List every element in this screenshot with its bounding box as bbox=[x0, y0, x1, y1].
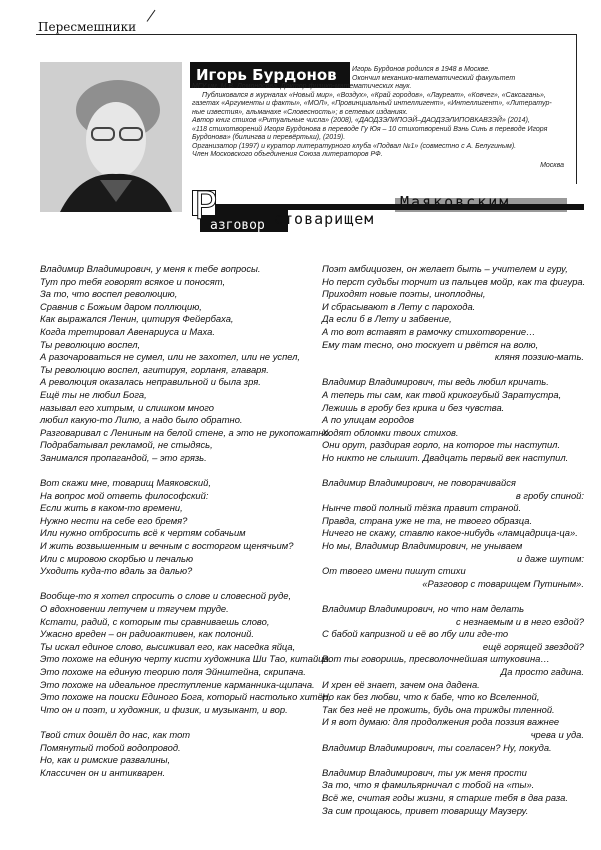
poem-stanza bbox=[322, 477, 584, 590]
poem-line: Владимир Владимирович, но что нам делать bbox=[322, 603, 525, 615]
poem-line: Подрабатывал рекламой, не стыдясь, bbox=[40, 439, 213, 451]
poem-line: Ничего не скажу, ставлю какое-нибудь «ламцадрица-ца». bbox=[322, 527, 578, 539]
author-name: Игорь Бурдонов bbox=[190, 62, 350, 88]
poem-stanza bbox=[40, 590, 332, 716]
poem-line: Но, как и римские развалины, bbox=[40, 754, 171, 766]
section-title: Пересмешники bbox=[38, 20, 137, 34]
poem-line: Вообще-то я хотел спросить о слове и словесной руде, bbox=[40, 590, 292, 602]
poem-line: За то, что я фамильярничал с тобой на «ты». bbox=[322, 779, 535, 791]
bio-line: Публиковался в журналах «Новый мир», «Воздух», «Край городов», «Лауреат», «Ковчег», «Саксагань», bbox=[202, 91, 546, 99]
title-initial: Р bbox=[194, 184, 217, 228]
poem-line: Так без неё не прожить, будь она трижды тленной. bbox=[322, 703, 555, 715]
poem-line: Ты революцию воспел, bbox=[40, 338, 141, 350]
bio-line: газетах «Аргументы и факты», «МОЛ», «Провинциальный интеллигент», «Интеллигент», «Литератур- bbox=[192, 100, 552, 107]
poem-line: кляня поэзию-мать. bbox=[494, 351, 584, 363]
header-slash bbox=[147, 10, 156, 22]
poem-line: О вдохновении летучем и тягучем труде. bbox=[40, 603, 229, 615]
poem-line: Владимир Владимирович, у меня к тебе вопросы. bbox=[40, 263, 261, 274]
poem-line: И я вот думаю: для продолжения рода поэзия важнее bbox=[322, 716, 560, 728]
poem-line: С бабой капризной и её во лбу или где-то bbox=[322, 628, 509, 640]
poem-line: ещё горящей звездой? bbox=[482, 640, 584, 652]
poem-line: Ему там тесно, оно тоскует и рвётся на волю, bbox=[322, 338, 539, 350]
poem-line: Ещё ты не любил Бога, bbox=[40, 388, 147, 400]
poem-line: Приходят новые поэты, иноплодны, bbox=[322, 288, 486, 300]
poem-stanza bbox=[40, 477, 302, 578]
poem-line: И сбрасывают в Лету с парохода. bbox=[322, 300, 476, 312]
poem-line: Уходить куда-то вдаль за далью? bbox=[40, 565, 193, 577]
poem-line: Они орут, раздирая горло, на которое ты наступил. bbox=[322, 439, 561, 451]
poem-line: Ты искал единое слово, высиживал его, как наседка яйца, bbox=[40, 640, 296, 652]
bio-line: Окончил механико-математический факультет bbox=[352, 74, 516, 82]
poem-line: и даже шутим: bbox=[516, 552, 584, 564]
poem-stanza bbox=[322, 767, 584, 817]
poem-line: Но мы, Владимир Владимирович, не унываем bbox=[322, 540, 523, 552]
poem-line: Вот ты говоришь, пресволочнейшая штуковина… bbox=[322, 653, 550, 665]
poem-line: Но никто не слышит. Двадцать первый век наступил. bbox=[322, 451, 569, 463]
poem-line: Владимир Владимирович, не поворачивайся bbox=[322, 477, 516, 489]
bio-line: МГУ им. М.В. Ломоносова. Доктор физико-математических наук. bbox=[192, 83, 412, 90]
poem-line: Если жить в каком-то времени, bbox=[40, 502, 183, 514]
header-rule bbox=[36, 34, 576, 35]
poem-line: А то вот вставят в рамочку стихотворение… bbox=[322, 325, 536, 337]
poem-line: Это похоже на единую теорию поля Эйнштейна, скрипача. bbox=[40, 666, 306, 677]
poem-line: Ужасно вреден – он радиоактивен, как полоний. bbox=[40, 628, 254, 640]
poem-line: Но перст судьбы торчит из пальцев мойр, как та фигура. bbox=[322, 275, 586, 287]
title-word-mayakovsky: Маяковским bbox=[400, 193, 511, 211]
poem-line: А разочароваться не сумел, или не захотел, или не успел, bbox=[40, 351, 301, 363]
poem-line: За сим прощаюсь, привет товарищу Маузеру. bbox=[322, 804, 529, 816]
bio-line: ные известия», альманахе «Словесность»; в сетевых изданиях. bbox=[192, 108, 408, 116]
poem-line: Ты революцию воспел, агитируя, горланя, главаря. bbox=[40, 363, 269, 375]
poem-line: Это похоже на идеальное преступление карманника-щипача. bbox=[40, 678, 315, 690]
poem-line: Поэт амбициозен, он желает быть – учителем и гуру, bbox=[322, 263, 568, 274]
poem-line: Всё же, считая годы жизни, я старше тебя в два раза. bbox=[322, 791, 568, 803]
poem-line: Что он и поэт, и художник, и физик, и музыкант, и вор. bbox=[40, 703, 288, 715]
poem-line: Ходят обломки твоих стихов. bbox=[322, 426, 459, 438]
poem-line: Занимался пропагандой, – это грязь. bbox=[40, 451, 207, 463]
poem-column-right bbox=[322, 263, 584, 830]
title-word-with: стоварищем bbox=[274, 210, 375, 228]
author-photo bbox=[40, 62, 182, 212]
poem-line: в гробу спиной: bbox=[515, 489, 584, 501]
poem-stanza bbox=[322, 263, 584, 364]
poem-stanza bbox=[322, 603, 584, 754]
poem-stanza bbox=[322, 376, 584, 464]
poem-line: Владимир Владимирович, ты уж меня прости bbox=[322, 766, 527, 778]
poem-line: Вот скажи мне, товарищ Маяковский, bbox=[40, 477, 211, 489]
poem-line: И хрен её знает, зачем она дадена. bbox=[322, 678, 480, 690]
poem-line: От твоего имени пишут стихи bbox=[322, 565, 466, 577]
poem-column-left bbox=[40, 263, 332, 792]
poem-line: А теперь ты сам, как твой крикогубый Заратустра, bbox=[322, 388, 562, 400]
poem-line: Классичен он и антикварен. bbox=[40, 766, 166, 778]
poem-line: А революция оказалась неправильной и была зря. bbox=[40, 376, 261, 388]
bio-line: Игорь Бурдонов родился в 1948 в Москве. bbox=[352, 66, 490, 73]
bio-line: Член Московского объединения Союза литераторов РФ. bbox=[192, 151, 383, 158]
poem-line: Твой стих дошёл до нас, как тот bbox=[40, 728, 191, 740]
poem-stanza bbox=[40, 263, 332, 465]
poem-line: Владимир Владимирович, ты ведь любил кричать. bbox=[322, 376, 549, 388]
poem-line: любил какую-то Лилю, а надо было обратно. bbox=[40, 414, 243, 426]
poem-line: Владимир Владимирович, ты согласен? Ну, покуда. bbox=[322, 741, 552, 753]
poem-line: с незнаемым и в него ездой? bbox=[456, 615, 584, 627]
poem-line: Или с мировою скорбью и печалью bbox=[40, 552, 194, 564]
poem-line: Сравнив с Божьим даром поллюцию, bbox=[40, 300, 202, 312]
poem-line: «Разговор с товарищем Путиным». bbox=[422, 577, 584, 589]
poem-line: Кстати, радий, с которым ты сравниваешь слово, bbox=[40, 615, 270, 627]
poem-line: Или нужно отбросить всё к чертям собачьим bbox=[40, 527, 246, 539]
poem-line: чрева и уда. bbox=[530, 728, 584, 740]
poem-line: Но как без любви, что к бабе, что ко Вселенной, bbox=[322, 691, 540, 703]
poem-line: называл его хитрым, и слишком много bbox=[40, 401, 215, 413]
poem-line: Да просто гадина. bbox=[500, 666, 584, 677]
poem-line: Как выражался Ленин, цитируя Фейербаха, bbox=[40, 313, 234, 325]
bio-line: Автор книг стихов «Ритуальные числа» (2008), «ДАОДЗЭЛИПОЭЙ–ДАОДЗЭЛИПОВКАВЗЭЙ» (2014), bbox=[192, 117, 530, 124]
poem-line: Нужно нести на себе его бремя? bbox=[40, 514, 188, 526]
poem-line: А по улицам городов bbox=[322, 414, 415, 426]
poem-line: Да если б в Лету и забвение, bbox=[322, 313, 452, 325]
bio-line: Организатор (1997) и куратор литературного клуба «Подвал №1» (совместно с А. Белугиным). bbox=[192, 142, 517, 150]
poem-line: Когда третировал Авенариуса и Маха. bbox=[40, 325, 215, 337]
bio-line: Бурдонова» (билингва и перевёртыш), (2019). bbox=[192, 134, 346, 141]
bio-frame-line bbox=[576, 34, 577, 184]
poem-line: Разговаривал с Лениным на белой стене, а это не рукопожатно. bbox=[40, 426, 332, 438]
poem-line: Помянутый тобой водопровод. bbox=[40, 741, 181, 753]
poem-line: Правда, страна уже не та, не твоего образца. bbox=[322, 514, 533, 526]
poem-stanza bbox=[40, 729, 302, 779]
poem-line: Лежишь в гробу без крика и без чувства. bbox=[322, 401, 505, 413]
poem-title bbox=[192, 184, 582, 240]
bio-line: «118 стихотворений Игоря Бурдонова в переводе Гу Юя – 10 стихотворений Вэнь Синь в переводе Игоря bbox=[192, 125, 548, 133]
poem-line: На вопрос мой ответь философский: bbox=[40, 489, 209, 501]
author-bio bbox=[192, 66, 572, 170]
poem-line: Нынче твой полный тёзка правит страной. bbox=[322, 502, 522, 514]
poem-line: За то, что воспел революцию, bbox=[40, 288, 178, 300]
poem-line: Это похоже на поиски Единого Бога, который настолько хитёр, bbox=[40, 691, 331, 703]
title-word-razgovor: азговор bbox=[210, 218, 265, 233]
poem-line: И жить возвышенным и вечным с восторгом щенячьим? bbox=[40, 540, 294, 552]
poem-line: Тут про тебя говорят всякое и поносят, bbox=[40, 275, 226, 287]
poem-line: Это похоже на единую черту кисти художника Ши Тао, китайца. bbox=[40, 653, 332, 665]
bio-city: Москва bbox=[540, 161, 564, 169]
